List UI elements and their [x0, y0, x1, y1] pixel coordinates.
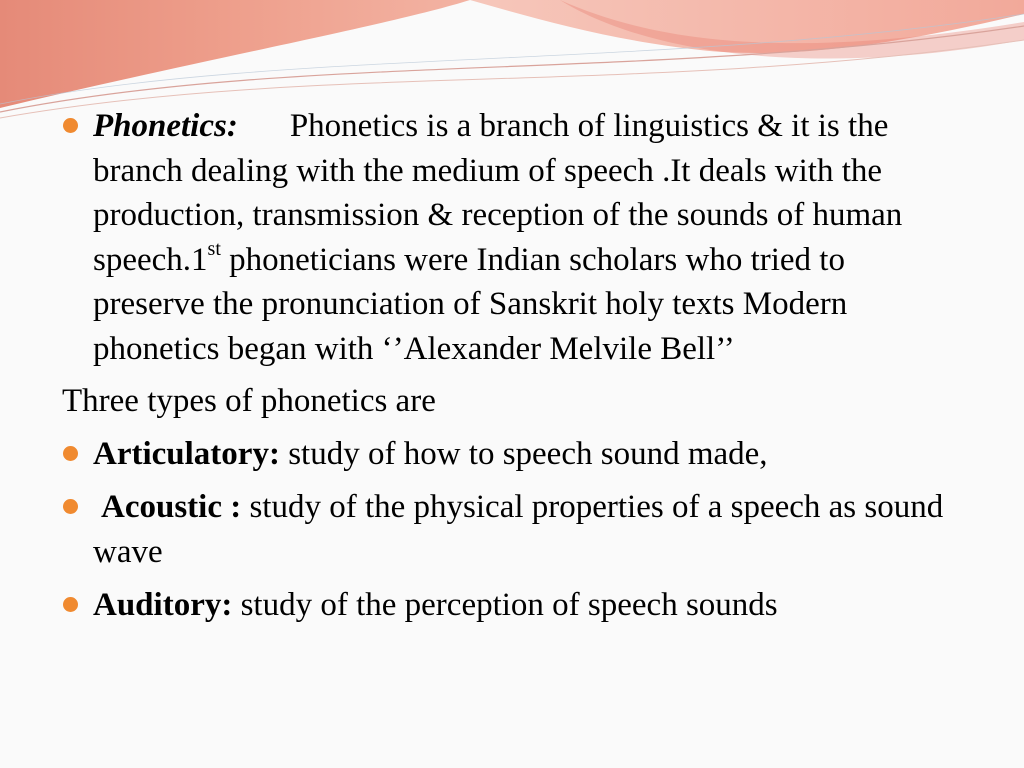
- term-articulatory: Articulatory:: [93, 435, 280, 472]
- auditory-description: study of the perception of speech sounds: [232, 587, 778, 623]
- term-acoustic: Acoustic :: [101, 489, 242, 525]
- slide-content: [62, 104, 962, 628]
- phonetics-definition: Phonetics is a branch of linguistics & it is the branch dealing with the medium of speech .It deals with the production, transmission & reception of the sounds of human speech.1: [93, 108, 903, 278]
- bullet-dot-icon: [63, 446, 78, 461]
- articulatory-description: study of how to speech sound made,: [279, 435, 768, 472]
- term-phonetics: Phonetics:: [93, 108, 238, 144]
- bullet-articulatory: [62, 432, 962, 477]
- bullet-dot-icon: [63, 597, 78, 612]
- bullet-dot-icon: [63, 499, 78, 514]
- ordinal-suffix: st: [207, 237, 221, 260]
- bullet-auditory: [62, 583, 962, 628]
- acoustic-description: study of the physical properties of a speech as sound wave: [93, 489, 944, 570]
- bullet-phonetics: [62, 104, 962, 371]
- intro-line: Three types of phonetics are: [62, 383, 436, 419]
- phonetics-definition-continued: phoneticians were Indian scholars who tried to preserve the pronunciation of Sanskrit holy texts Modern phonetics began with ‘’Alexander Melvile Bell’’: [93, 241, 848, 367]
- term-auditory: Auditory:: [93, 587, 233, 623]
- bullet-acoustic: [62, 485, 962, 574]
- bullet-dot-icon: [63, 118, 78, 133]
